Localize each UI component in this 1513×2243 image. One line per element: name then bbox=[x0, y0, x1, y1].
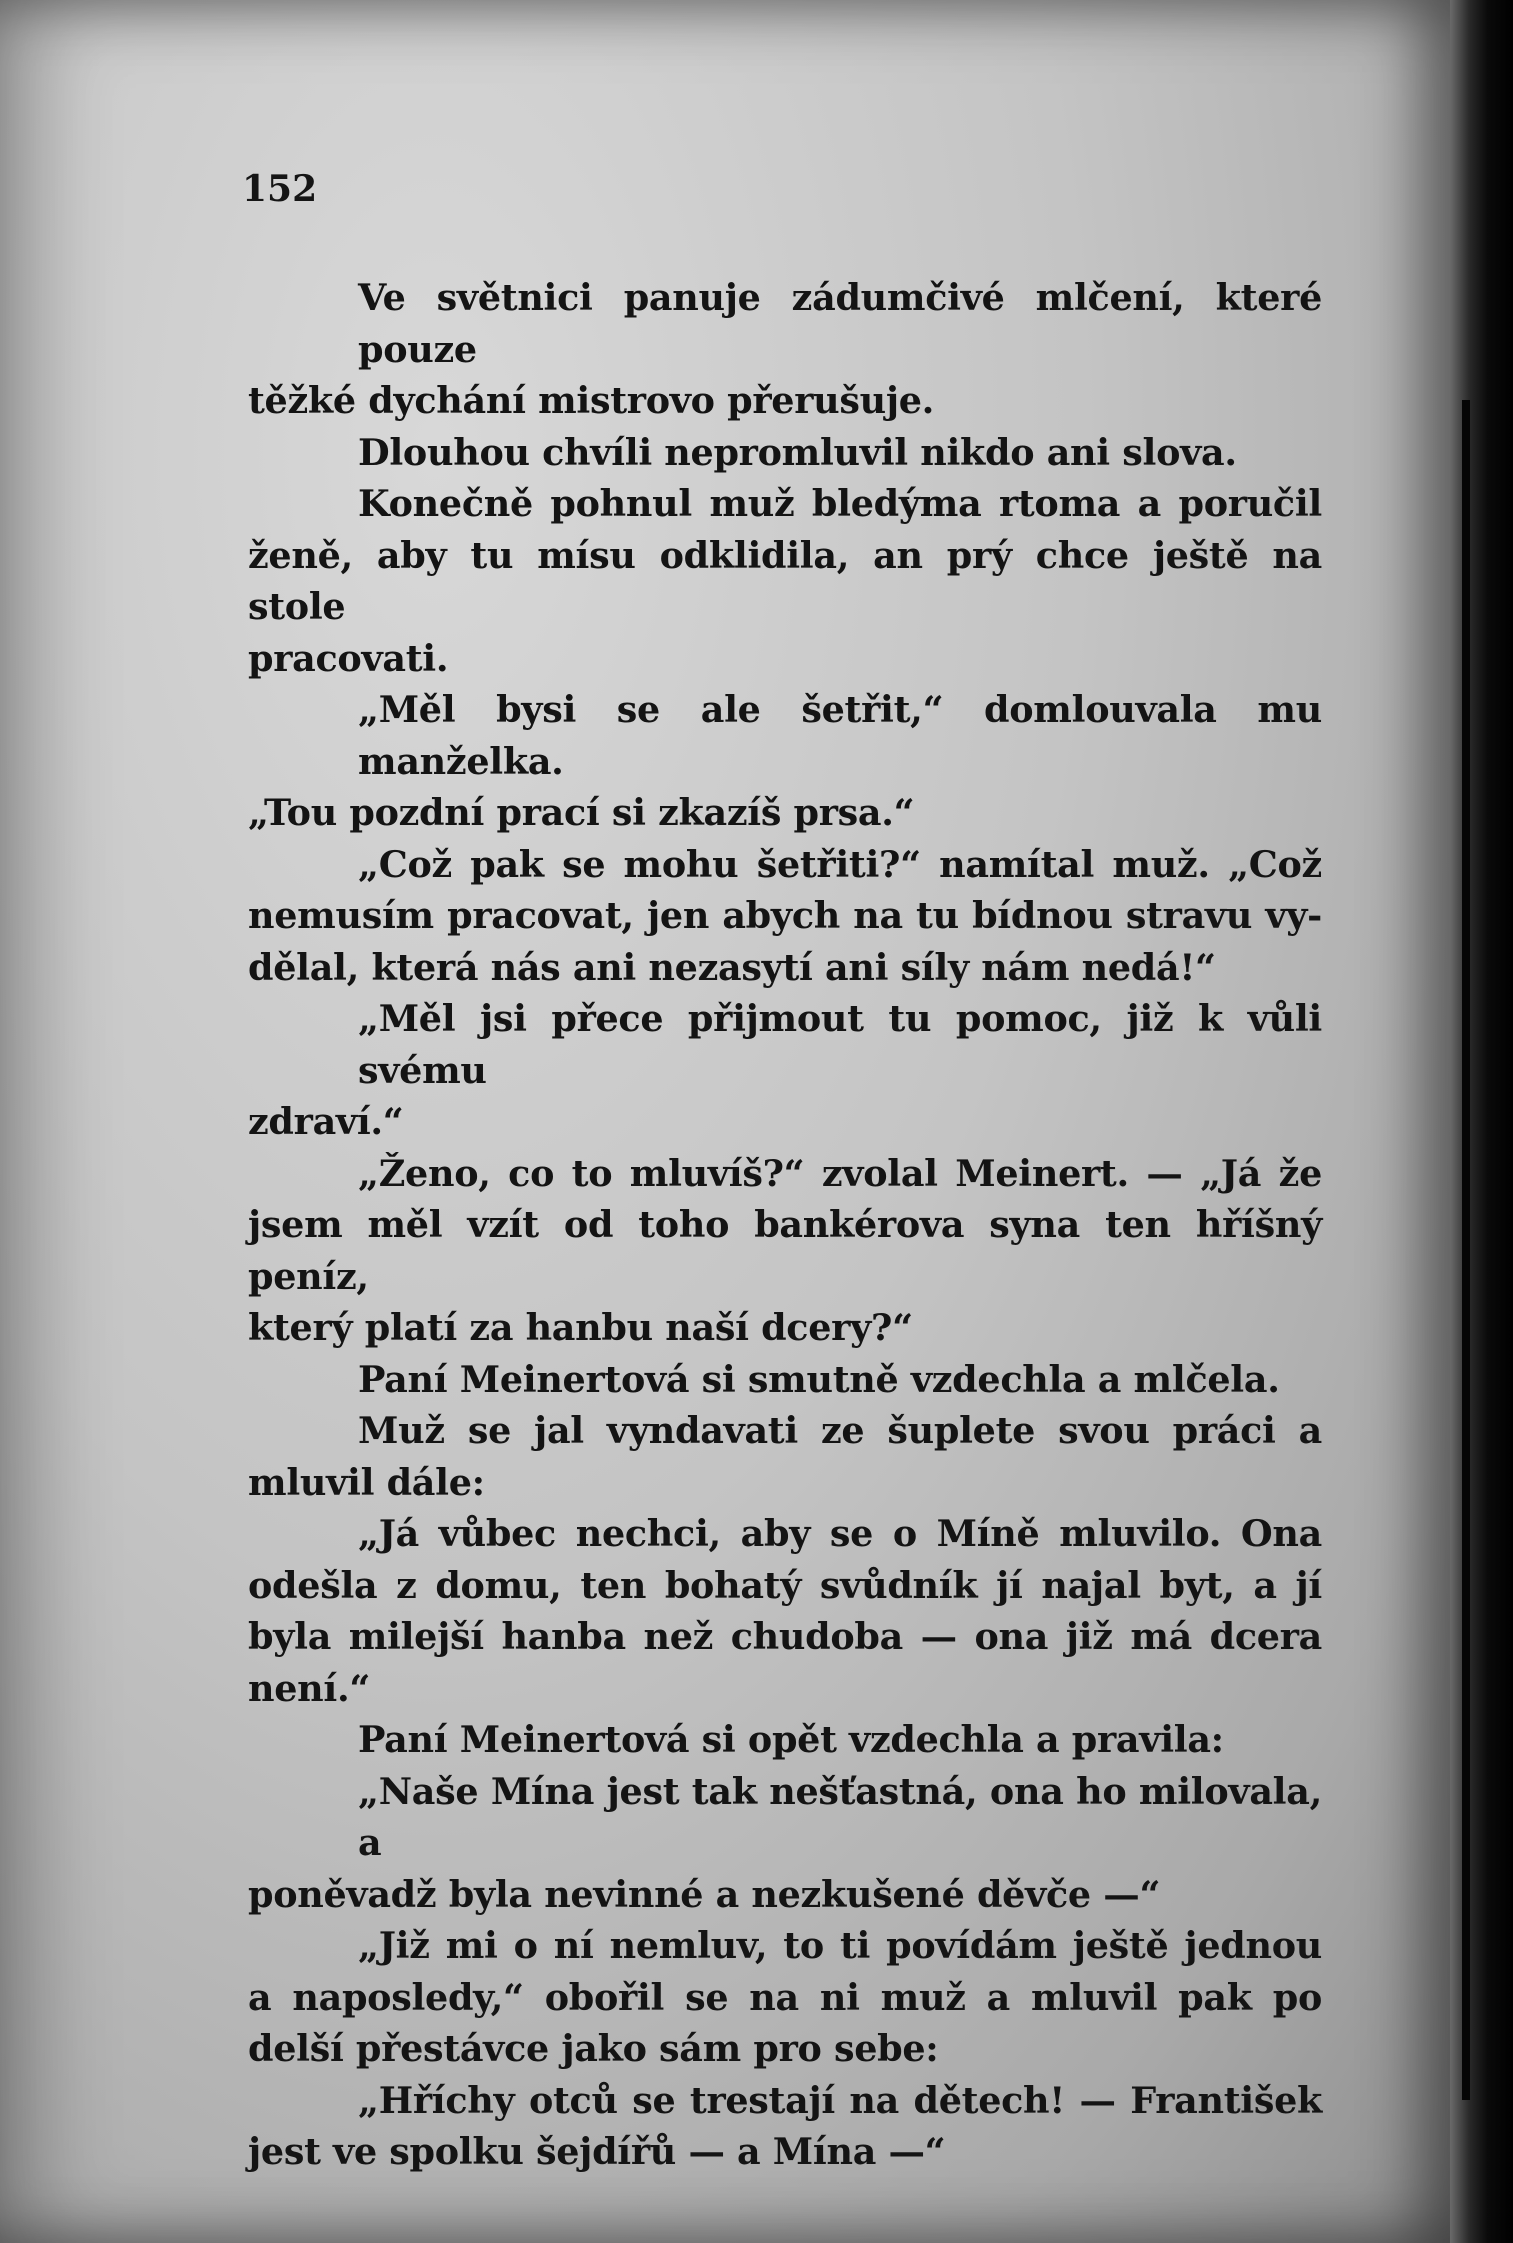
text-line: Ve světnici panuje zádumčivé mlčení, které pouze bbox=[358, 276, 1322, 371]
text-line: delší přestávce jako sám pro sebe: bbox=[248, 2027, 939, 2070]
text-line: zdraví.“ bbox=[248, 1100, 404, 1143]
text-line: těžké dychání mistrovo přerušuje. bbox=[248, 379, 935, 422]
spine-line bbox=[1462, 400, 1470, 2100]
text-line: „Já vůbec nechci, aby se o Míně mluvilo. Ona bbox=[358, 1512, 1322, 1555]
text-line: Paní Meinertová si opět vzdechla a pravila: bbox=[358, 1718, 1224, 1761]
page-number: 152 bbox=[242, 168, 318, 210]
page-edge-shadow bbox=[1450, 0, 1513, 2243]
text-line: který platí za hanbu naší dcery?“ bbox=[248, 1306, 913, 1349]
text-line: „Již mi o ní nemluv, to ti povídám ještě jednou bbox=[358, 1924, 1322, 1967]
text-line: „Tou pozdní prací si zkazíš prsa.“ bbox=[248, 791, 915, 834]
text-line: „Naše Mína jest tak nešťastná, ona ho milovala, a bbox=[358, 1769, 1322, 1864]
body-text bbox=[248, 272, 1322, 2178]
text-line: jest ve spolku šejdířů — a Mína —“ bbox=[248, 2130, 946, 2173]
text-line: „Což pak se mohu šetřiti?“ namítal muž. „Což bbox=[358, 842, 1322, 886]
text-line: „Měl bysi se ale šetřit,“ domlouvala mu manželka. bbox=[358, 688, 1322, 783]
text-line: byla milejší hanba než chudoba — ona již má dcera bbox=[248, 1615, 1322, 1658]
text-line: „Měl jsi přece přijmout tu pomoc, již k vůli svému bbox=[358, 997, 1322, 1092]
text-line: „Ženo, co to mluvíš?“ zvolal Meinert. — „Já že bbox=[358, 1151, 1322, 1195]
text-line: mluvil dále: bbox=[248, 1460, 485, 1504]
text-line: a naposledy,“ obořil se na ni muž a mluvil pak po bbox=[248, 1975, 1322, 2019]
text-line: pracovati. bbox=[248, 636, 449, 680]
text-line: ženě, aby tu mísu odklidila, an prý chce ještě na stole bbox=[248, 533, 1322, 628]
text-line: odešla z domu, ten bohatý svůdník jí najal byt, a jí bbox=[248, 1563, 1322, 1607]
text-line: Konečně pohnul muž bledýma rtoma a poručil bbox=[358, 482, 1322, 525]
text-line: nemusím pracovat, jen abych na tu bídnou stravu vy- bbox=[248, 894, 1322, 937]
text-line: poněvadž byla nevinné a nezkušené děvče —“ bbox=[248, 1872, 1161, 1916]
text-line: Muž se jal vyndavati ze šuplete svou práci a bbox=[358, 1409, 1322, 1452]
text-line: „Hříchy otců se trestají na dětech! — František bbox=[358, 2078, 1322, 2122]
text-line: Paní Meinertová si smutně vzdechla a mlčela. bbox=[358, 1357, 1280, 1401]
text-line: dělal, která nás ani nezasytí ani síly nám nedá!“ bbox=[248, 945, 1216, 989]
text-line: jsem měl vzít od toho bankérova syna ten hříšný peníz, bbox=[248, 1203, 1322, 1298]
text-line: Dlouhou chvíli nepromluvil nikdo ani slova. bbox=[358, 430, 1237, 474]
text-line: není.“ bbox=[248, 1666, 371, 1710]
